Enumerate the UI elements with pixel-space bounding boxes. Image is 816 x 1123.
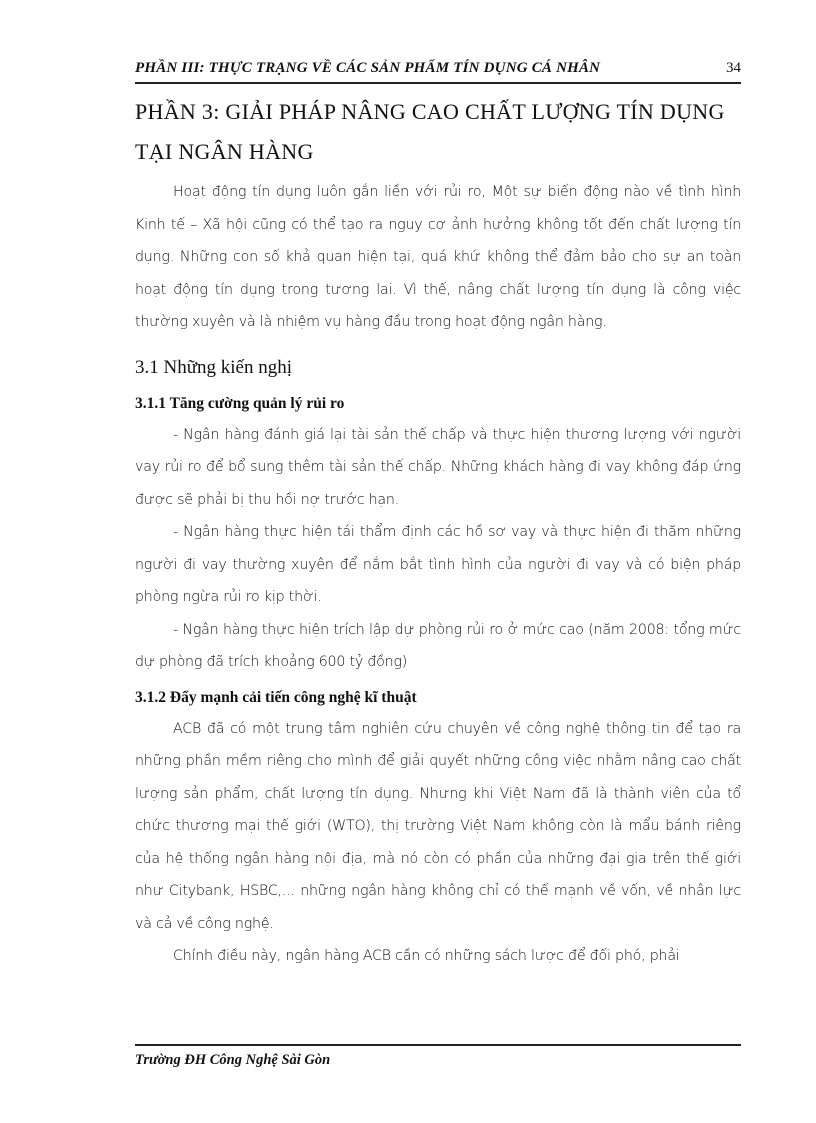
part1-title: 3.1.1 Tăng cường quản lý rủi ro [135,394,345,412]
header-title: PHẦN III: THỰC TRẠNG VỀ CÁC SẢN PHẨM TÍN DỤNG CÁ NHÂN [135,60,601,76]
intro-paragraph: Hoạt động tín dụng luôn gắn liền với rủi ro, Một sự biến động nào về tình hình Kinh tế – Xã hội cũng có thể tạo ra nguy cơ ảnh hưởng không tốt đến chất lượng tín dụng. Những con số khả quan hiện tại, quá khứ không thể đảm bảo cho sự an toàn hoạt động tín dụng trong tương lai. Vì thế, nâng chất lượng tín dụng là công việc thường xuyên và là nhiệm vụ hàng đầu trong hoạt động ngân hàng. [135,184,741,330]
page-content [135,92,741,973]
page-footer [135,1044,741,1076]
footer-text: Trường ĐH Công Nghệ Sài Gòn [135,1052,331,1068]
part2-paragraph: Chính điều này, ngân hàng ACB cần có những sách lược để đối phó, phải [173,948,680,964]
section-title: PHẦN 3: GIẢI PHÁP NÂNG CAO CHẤT LƯỢNG TÍN DỤNG TẠI NGÂN HÀNG [135,99,725,164]
part1-item: - Ngân hàng thực hiện trích lập dự phòng rủi ro ở mức cao (năm 2008: tổng mức dự phòng đã trích khoảng 600 tỷ đồng) [135,621,741,670]
part1-item: - Ngân hàng thực hiện tái thẩm định các hồ sơ vay và thực hiện đi thăm những người đi vay thường xuyên để nắm bắt tình hình của người đi vay và có biện pháp phòng ngừa rủi ro kịp thời. [135,524,741,605]
page-header [135,56,741,84]
part2-title: 3.1.2 Đẩy mạnh cải tiến công nghệ kĩ thuật [135,688,417,706]
subsection-title: 3.1 Những kiến nghị [135,356,293,378]
part1-item: - Ngân hàng đánh giá lại tài sản thế chấp và thực hiện thương lượng với người vay rủi ro để bổ sung thêm tài sản thế chấp. Những khách hàng đi vay không đáp ứng được sẽ phải bị thu hồi nợ trước hạn. [135,426,741,508]
part2-paragraph: ACB đã có một trung tâm nghiên cứu chuyên về công nghệ thông tin để tạo ra những phần mềm riêng cho mình để giải quyết những công việc nhằm nâng cao chất lượng sản phẩm, chất lượng tín dụng. Nhưng khi Việt Nam đã là thành viên của tổ chức thương mại thế giới (WTO), thị trường Việt Nam không còn là mẩu bánh riêng của hệ thống ngân hàng nội địa, mà nó còn có phần của những đại gia trên thế giới như Citybank, HSBC,... những ngân hàng không chỉ có thế mạnh về vốn, về nhân lực và cả về công nghệ. [135,720,741,932]
page-number: 34 [726,60,741,76]
